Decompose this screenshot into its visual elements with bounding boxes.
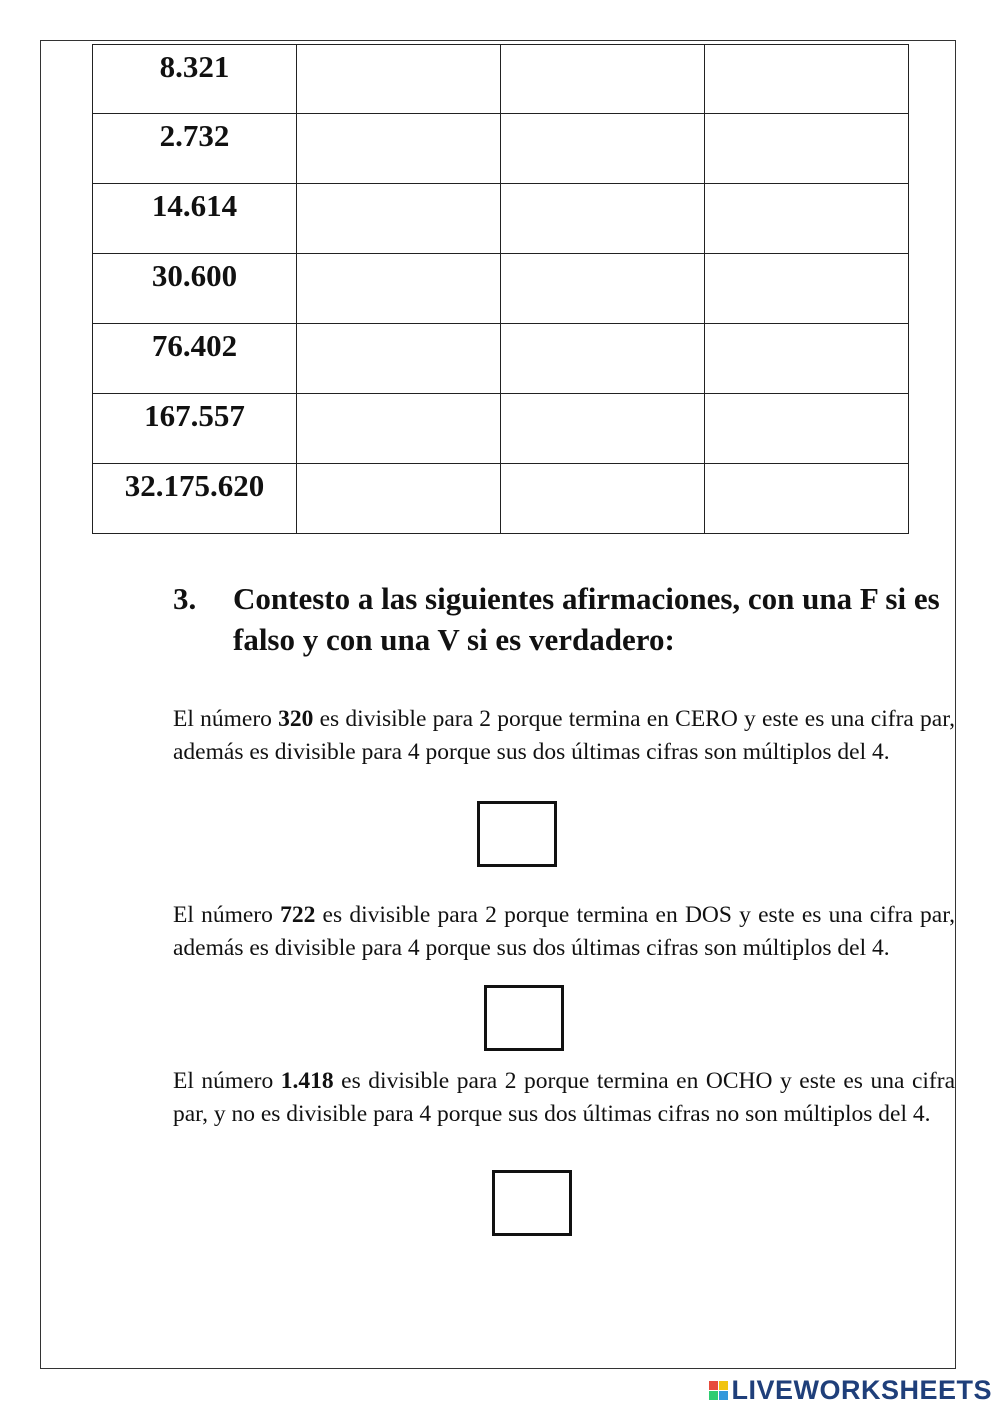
answer-cell[interactable] — [501, 114, 705, 184]
answer-cell[interactable] — [297, 254, 501, 324]
statement-text: es divisible para 2 porque termina en CERO y este es una cifra par, además es divisible para 4 porque sus dos últimas cifras son múltiplos del 4. — [173, 706, 955, 765]
table-row — [93, 464, 909, 534]
statement-2 — [173, 899, 955, 965]
table-row — [93, 324, 909, 394]
answer-cell[interactable] — [501, 184, 705, 254]
number-cell: 32.175.620 — [93, 464, 297, 534]
answer-cell[interactable] — [705, 184, 909, 254]
answer-cell[interactable] — [297, 184, 501, 254]
numbers-table — [92, 44, 909, 534]
answer-cell[interactable] — [705, 45, 909, 114]
answer-cell[interactable] — [297, 394, 501, 464]
statement-3 — [173, 1065, 955, 1131]
statement-value: 320 — [278, 706, 314, 732]
answer-cell[interactable] — [705, 324, 909, 394]
number-cell: 30.600 — [93, 254, 297, 324]
number-cell: 76.402 — [93, 324, 297, 394]
answer-cell[interactable] — [297, 324, 501, 394]
answer-cell[interactable] — [297, 114, 501, 184]
answer-box-3[interactable] — [492, 1170, 572, 1236]
answer-cell[interactable] — [297, 45, 501, 114]
logo-text: LIVEWORKSHEETS — [731, 1375, 992, 1405]
answer-cell[interactable] — [297, 464, 501, 534]
statement-value: 1.418 — [280, 1068, 334, 1094]
section-title: Contesto a las siguientes afirmaciones, con una F si es falso y con una V si es verdadero: — [233, 581, 940, 657]
answer-cell[interactable] — [501, 394, 705, 464]
statement-prefix: El número — [173, 902, 281, 928]
answer-cell[interactable] — [705, 114, 909, 184]
answer-box-2[interactable] — [484, 985, 564, 1051]
number-cell: 8.321 — [93, 45, 297, 114]
section-3-heading — [173, 578, 943, 660]
answer-box-1[interactable] — [477, 801, 557, 867]
answer-cell[interactable] — [501, 45, 705, 114]
statement-prefix: El número — [173, 1068, 281, 1094]
number-cell: 2.732 — [93, 114, 297, 184]
answer-cell[interactable] — [705, 254, 909, 324]
statement-prefix: El número — [173, 706, 279, 732]
liveworksheets-logo — [709, 1375, 992, 1406]
number-cell: 167.557 — [93, 394, 297, 464]
answer-cell[interactable] — [501, 464, 705, 534]
number-cell: 14.614 — [93, 184, 297, 254]
statement-value: 722 — [280, 902, 316, 928]
answer-cell[interactable] — [501, 324, 705, 394]
statement-text: es divisible para 2 porque termina en DOS y este es una cifra par, además es divisible para 4 porque sus dos últimas cifras son múltiplos del 4. — [173, 902, 955, 961]
table-row — [93, 45, 909, 114]
logo-icon — [709, 1381, 728, 1400]
answer-cell[interactable] — [705, 464, 909, 534]
table-row — [93, 184, 909, 254]
statement-text: es divisible para 2 porque termina en OCHO y este es una cifra par, y no es divisible para 4 porque sus dos últimas cifras no son múltiplos del 4. — [173, 1068, 956, 1127]
table-row — [93, 114, 909, 184]
table-row — [93, 254, 909, 324]
statement-1 — [173, 703, 955, 769]
answer-cell[interactable] — [501, 254, 705, 324]
section-number: 3. — [173, 581, 197, 616]
table-row — [93, 394, 909, 464]
answer-cell[interactable] — [705, 394, 909, 464]
